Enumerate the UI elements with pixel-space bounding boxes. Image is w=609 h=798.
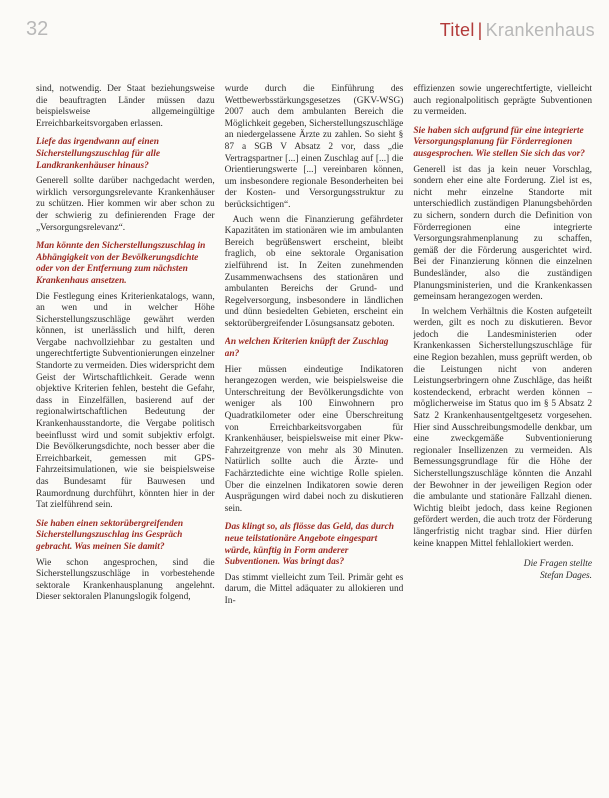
paragraph: Generell sollte darüber nachgedacht werden, wirklich versorgungsrelevante Krankenhäuser zu schützen. Hier kommen wir aber schon zu der schwierig zu definierenden Frage der „Versorgungsrelevanz“.	[36, 176, 215, 233]
paragraph: Die Festlegung eines Kriterienkatalogs, wann, an wen und in welcher Höhe Sicherstellungszuschläge gewährt werden können, ist unerlässlich und hilft, deren Vergabe nachvollziehbar zu gestalten und ungerechtfertigte Subventionierungen einzelner Standorte zu vermeiden. Dies widerspricht dem Geist der Wirtschaftlichkeit. Gerade wenn objektive Kriterien fehlen, besteht die Gefahr, dass in Einzelfällen, basierend auf der regionalwirtschaftlichen Bedeutung der Krankenhausstandorte, die Vergabe politisch beeinflusst wird und somit subjektiv erfolgt. Die Bevölkerungsdichte, noch besser aber die Erreichbarkeit, gemessen mit GPS-Fahrzeitsimulationen, wie sie beispielsweise das Bundesamt für Bauwesen und Raumordnung durchführt, könnten hier in der Tat zielführend sein.	[36, 291, 215, 511]
interview-question: An welchen Kriterien knüpft der Zuschlag an?	[224, 337, 389, 360]
paragraph: wurde durch die Einführung des Wettbewerbsstärkungsgesetzes (GKV-WSG) 2007 auch dem ambulanten Bereich die Möglichkeit gegeben, Sicherstellungszuschläge an niedergelassene Ärzte zu zahlen. So sieht § 87 a SGB V Absatz 2 vor, dass „die Vertragspartner [...] einen Zuschlag auf [...] die Orientierungswerte [...] vereinbaren können, um insbesondere regionale Besonderheiten bei der Kosten- und Versorgungsstruktur zu berücksichtigen“.	[224, 84, 404, 210]
interview-credits	[413, 558, 592, 582]
interview-question: Sie haben sich aufgrund für eine integrierte Versorgungsplanung für Förderregionen ausgesprochen. Wie stellen Sie sich das vor?	[413, 125, 585, 159]
header-keyword: Titel	[439, 20, 475, 40]
paragraph: Generell ist das ja kein neuer Vorschlag, sondern eher eine alte Forderung. Ziel ist es, nicht mehr einzelne Standorte mit unterschiedlich zuständigen Planungsbehörden zu sichern, sondern durch die Definition von Förderregionen eine integrierte Versorgungsrahmenplanung zu schaffen, gemäß der die Förderung ausgerichtet wird. Bei der Finanzierung können die einzelnen Bundesländer, also die zuständigen Planungsministerien, und die Krankenkassen gemeinsam herangezogen werden.	[413, 164, 593, 303]
paragraph: Hier müssen eindeutige Indikatoren herangezogen werden, wie beispielsweise die Unterschreitung der Bevölkerungsdichte von weniger als 100 Einwohnern pro Quadratkilometer oder eine Überschreitung von Erreichbarkeitsvorgaben für Krankenhäuser, beispielsweise mit einer Pkw-Fahrzeitgrenze von mehr als 30 Minuten. Natürlich sollte auch die Ärzte- und Fachärztedichte eine wichtige Rolle spielen. Über die einzelnen Indikatoren sowie deren Ausprägungen wird dabei noch zu diskutieren sein.	[224, 364, 404, 514]
column-3	[413, 84, 592, 789]
paragraph: In welchem Verhältnis die Kosten aufgeteilt werden, gilt es noch zu diskutieren. Bevor jedoch die Landesministerien oder Krankenkassen Sicherstellungszuschläge für eine Region bezahlen, muss geprüft werden, ob die Leistungen nicht von anderen Leistungserbringern ohne Zuschläge, das heißt kostendeckend, erbracht werden können – möglicherweise im Status quo im § 5 Absatz 2 Satz 2 Krankenhausentgeltgesetz vorgesehen. Hier sind Ausschreibungsmodelle denkbar, um eine zweckgemäße Subventionierung regionaler Insellizenzen zu vermeiden. Als Bemessungsgrundlage für die Höhe der Sicherstellungszuschläge könnten die Anzahl der Bewohner in der jeweiligen Region oder die ambulante und stationäre Fallzahl dienen. Wichtig bleibt jedoch, dass keine Regionen gefördert werden, die auch trotz der Förderung längerfristig nicht tragbar sind. Hier dürfen keine knappen Mittel fehlallokiert werden.	[413, 306, 593, 549]
article-body	[36, 84, 592, 789]
interview-question: Das klingt so, als flösse das Geld, das durch neue teilstationäre Angebote eingespart würde, künftig in Form anderer Subventionen. Was bringt das?	[224, 522, 394, 568]
column-1	[36, 84, 215, 789]
interview-question: Sie haben einen sektorübergreifenden Sicherstellungszuschlag ins Gespräch gebracht. Was meinen Sie damit?	[36, 518, 184, 552]
page-number: 32	[26, 18, 49, 40]
column-2	[225, 84, 404, 789]
interview-question: Man könnte den Sicherstellungszuschlag in Abhängigkeit von der Bevölkerungsdichte oder von der Entfernung zum nächsten Krankenhaus ansetzen.	[36, 241, 206, 286]
credit-line: Die Fragen stellte	[523, 559, 593, 570]
section-header	[440, 20, 595, 41]
paragraph: Auch wenn die Finanzierung gefährdeter Kapazitäten im stationären wie im ambulanten Bereich begrüßenswert erscheint, bleibt fraglich, ob eine sektorale Organisation zielführend ist. In Zeiten zunehmenden Zusammenwachsens des stationären und ambulanten Bereichs der Grund- und Regelversorgung, insbesondere in ländlichen und dünn besiedelten Gebieten, erscheint ein sektorübergreifender Lösungsansatz geboten.	[224, 214, 404, 329]
paragraph: Das stimmt vielleicht zum Teil. Primär geht es darum, die Mittel adäquater zu allokieren und In-	[224, 572, 404, 606]
interview-question: Liefe das irgendwann auf einen Sicherstellungszuschlag für alle Landkrankenhäuser hinaus?	[36, 137, 160, 171]
paragraph: effizienzen sowie ungerechtfertigte, vielleicht auch regionalpolitisch geprägte Subventionen zu vermeiden.	[413, 84, 593, 118]
header-separator: |	[477, 20, 483, 40]
paragraph: sind, notwendig. Der Staat beziehungsweise die beauftragten Länder müssen dazu beispielsweise allgemeingültige Erreichbarkeitsvorgaben erlassen.	[36, 84, 215, 129]
credit-author: Stefan Dages.	[539, 571, 593, 582]
paragraph: Wie schon angesprochen, sind die Sicherstellungszuschläge in vorbestehende sektorale Krankenhausplanung angelehnt. Dieser sektoralen Planungslogik folgend,	[36, 557, 215, 603]
header-section: Krankenhaus	[485, 20, 595, 40]
